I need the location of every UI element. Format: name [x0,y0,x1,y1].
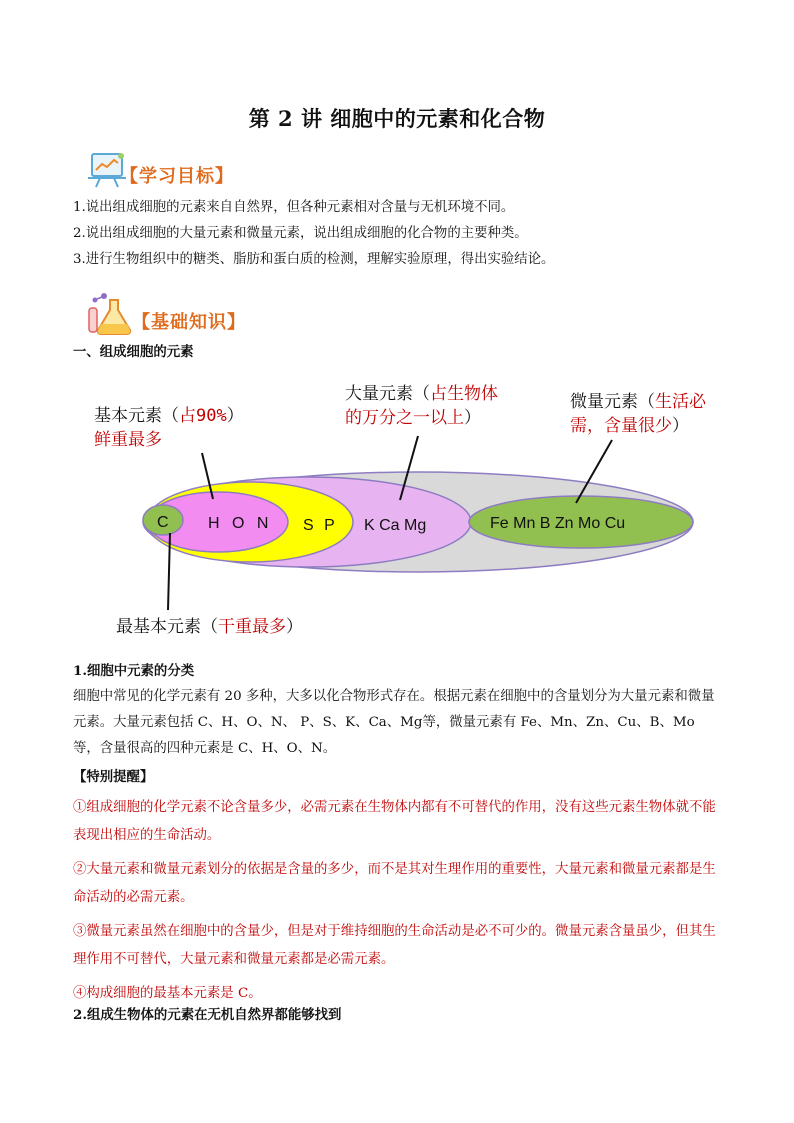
element-micro: Fe Mn B Zn Mo Cu [490,515,626,532]
flask-icon [86,290,134,336]
goal-item: 1.说出组成细胞的元素来自自然界，但各种元素相对含量与无机环境不同。 [73,200,515,215]
goals-list [73,195,723,273]
page-title: 第 2 讲 细胞中的元素和化合物 [248,106,546,131]
goals-heading: 【学习目标】 [120,166,234,187]
basic-elements-label: 基本元素（占90%） 鲜重最多 [94,406,244,450]
sub1-title: 1.细胞中元素的分类 [73,663,195,679]
tip-item: ④构成细胞的最基本元素是 C。 [73,986,262,1001]
tips-list [73,794,723,1008]
tip-item: ①组成细胞的化学元素不论含量多少，必需元素在生物体内都有不可替代的作用，没有这些元素生物体就不能表现出相应的生命活动。 [73,800,716,843]
element-sp: S P [303,517,338,534]
micro-elements-label: 微量元素（生活必 需，含量很少） [570,392,706,436]
basics-heading: 【基础知识】 [132,312,246,333]
element-c: C [157,514,169,531]
tip-item: ③微量元素虽然在细胞中的含量少，但是对于维持细胞的生命活动是必不可少的。微量元素含量虽少，但其生理作用不可替代，大量元素和微量元素都是必需元素。 [73,924,716,967]
sub2-title: 2.组成生物体的元素在无机自然界都能够找到 [73,1007,342,1023]
goal-item: 2.说出组成细胞的大量元素和微量元素，说出组成细胞的化合物的主要种类。 [73,226,528,241]
element-hon: H O N [208,515,273,532]
most-basic-element-label: 最基本元素（干重最多） [116,617,303,637]
tip-title: 【特别提醒】 [73,769,154,785]
part1-title: 一、组成细胞的元素 [73,344,194,360]
macro-elements-label: 大量元素（占生物体 的万分之一以上） [345,384,498,428]
element-diagram [0,370,794,660]
basics-header [86,290,286,336]
tip-item: ②大量元素和微量元素划分的依据是含量的多少，而不是其对生理作用的重要性，大量元素和微量元素都是生命活动的必需元素。 [73,862,716,905]
goals-header [88,150,288,190]
goal-item: 3.进行生物组织中的糖类、脂肪和蛋白质的检测，理解实验原理，得出实验结论。 [73,252,555,267]
sub1-paragraph: 细胞中常见的化学元素有 20 多种，大多以化合物形式存在。根据元素在细胞中的含量划分为大量元素和微量元素。大量元素包括 C、H、O、N、 P、S、K、Ca、Mg等，微量元素有 Fe、Mn、Zn、Cu、B、Mo 等，含量很高的四种元素是 C、H、O、N。 [73,689,715,756]
element-k-ca-mg: K Ca Mg [364,517,427,534]
